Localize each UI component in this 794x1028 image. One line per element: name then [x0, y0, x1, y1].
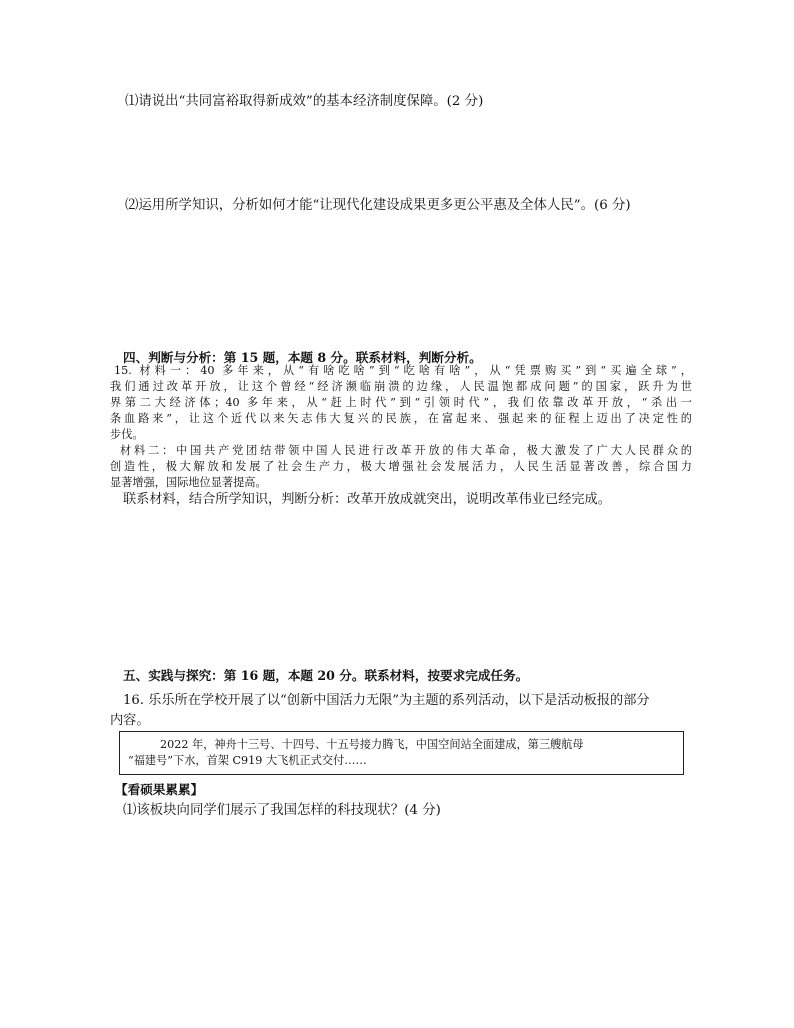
material-1-line: 界第二大经济体；40 多年来，从“赶上时代”到“引领时代”，我们依靠改革开放，“杀出一: [110, 396, 692, 409]
section-4-material-2: [110, 443, 692, 491]
section-5-heading: 五、实践与探究：第 16 题，本题 20 分。联系材料，按要求完成任务。: [123, 668, 529, 683]
material-1-line: 我们通过改革开放，让这个曾经“经济濒临崩溃的边缘，人民温饱都成问题”的国家，跃升为世: [110, 380, 692, 393]
bulletin-line: “福建号”下水，首架 C919 大飞机正式交付……: [128, 754, 367, 767]
bulletin-line: 2022 年，神舟十三号、十四号、十五号接力腾飞，中国空间站全面建成，第三艘航母: [160, 738, 584, 751]
section-4-question: 联系材料，结合所学知识，判断分析：改革开放成就突出，说明改革伟业已经完成。: [123, 492, 611, 507]
material-2-line: 创造性，极大解放和发展了社会生产力，极大增强社会发展活力，人民生活显著改善，综合国力: [110, 460, 692, 473]
section-4-heading: 四、判断与分析：第 15 题，本题 8 分。联系材料，判断分析。: [123, 350, 482, 365]
bulletin-box: [119, 731, 684, 775]
material-2-line: 显著增强，国际地位显著提高。: [110, 476, 267, 489]
material-1-line: 条血路来”，让这个近代以来矢志伟大复兴的民族，在富起来、强起来的征程上迈出了决定性的: [110, 412, 692, 425]
material-2-line: 材料二：中国共产党团结带领中国人民进行改革开放的伟大革命，极大激发了广大人民群众的: [120, 444, 692, 457]
question-1-common-prosperity: ⑴请说出“共同富裕取得新成效”的基本经济制度保障。(2 分): [125, 94, 484, 109]
question-2-modernization: ⑵运用所学知识，分析如何才能“让现代化建设成果更多更公平惠及全体人民”。(6 分): [125, 198, 631, 213]
material-1-line: 15. 材料一：40 多年来，从“有啥吃啥”到“吃啥有啥”，从“凭票购买”到“买遍全球”，: [114, 364, 692, 377]
section-5-question-1: ⑴该板块向同学们展示了我国怎样的科技现状？(4 分): [123, 803, 441, 818]
section-5-intro-line-1: 16. 乐乐所在学校开展了以“创新中国活力无限”为主题的系列活动，以下是活动板报的部分: [123, 693, 650, 708]
section-5-subheading: 【看硕果累累】: [115, 782, 204, 797]
section-4-material-1: [110, 363, 692, 443]
material-1-line: 步伐。: [110, 428, 144, 441]
section-5-intro-line-2: 内容。: [110, 713, 150, 728]
